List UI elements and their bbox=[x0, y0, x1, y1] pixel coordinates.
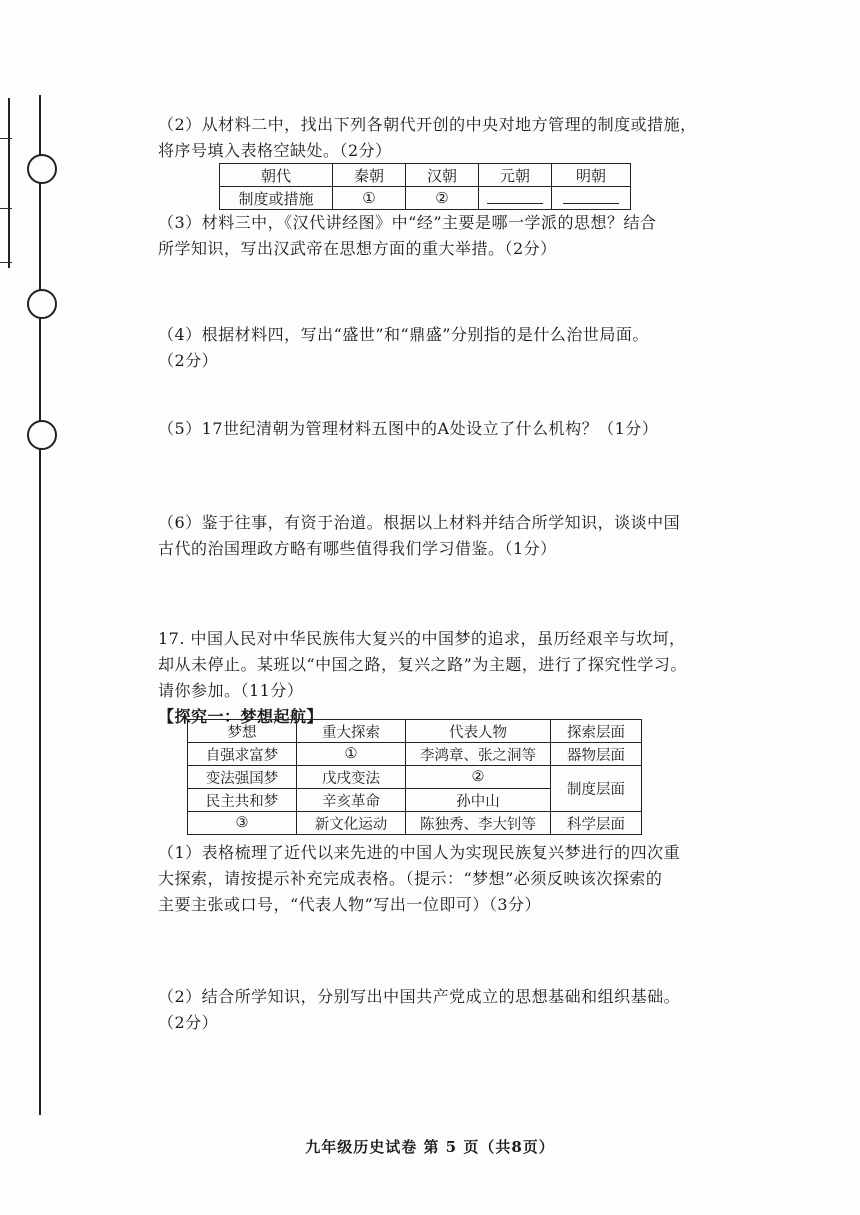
table-cell: ① bbox=[333, 187, 406, 210]
question-text: 古代的治国理政方略有哪些值得我们学习借鉴。（1分） bbox=[158, 539, 557, 558]
question-text: （2）结合所学知识，分别写出中国共产党成立的思想基础和组织基础。 bbox=[158, 987, 681, 1006]
question-17-2 bbox=[158, 984, 728, 1036]
question-16-5 bbox=[158, 416, 728, 442]
binding-hole-circle bbox=[27, 420, 57, 450]
binding-line-inner bbox=[39, 95, 41, 1115]
question-text: （2分） bbox=[158, 1013, 219, 1032]
question-16-2 bbox=[158, 112, 728, 164]
table-cell: 民主共和梦 bbox=[188, 789, 297, 812]
table-cell: ① bbox=[297, 743, 406, 766]
page-footer: 九年级历史试卷 第 5 页（共8页） bbox=[305, 1138, 555, 1156]
table-cell: 新文化运动 bbox=[297, 812, 406, 835]
binding-hole-circle bbox=[27, 154, 57, 184]
exploration-table bbox=[187, 719, 642, 835]
table-header-cell: 代表人物 bbox=[406, 720, 551, 743]
table-header-cell: 元朝 bbox=[479, 164, 552, 187]
table-cell: 变法强国梦 bbox=[188, 766, 297, 789]
question-text: 17. 中国人民对中华民族伟大复兴的中国梦的追求，虽历经艰辛与坎坷， bbox=[158, 629, 686, 648]
table-cell: 李鸿章、张之洞等 bbox=[406, 743, 551, 766]
table-cell: ② bbox=[406, 187, 479, 210]
answer-blank[interactable] bbox=[487, 189, 543, 204]
table-row bbox=[188, 766, 642, 789]
table-cell: ② bbox=[406, 766, 551, 789]
question-text: 将序号填入表格空缺处。（2分） bbox=[158, 141, 392, 160]
question-text: （3）材料三中，《汉代讲经图》中“经”主要是哪一学派的思想？结合 bbox=[158, 213, 657, 232]
question-text: （5）17世纪清朝为管理材料五图中的A处设立了什么机构？（1分） bbox=[158, 419, 659, 438]
question-text: 主要主张或口号，“代表人物”写出一位即可）（3分） bbox=[158, 895, 542, 914]
table-cell: 器物层面 bbox=[551, 743, 642, 766]
question-16-4 bbox=[158, 322, 728, 374]
table-cell: 科学层面 bbox=[551, 812, 642, 835]
question-text: （4）根据材料四，写出“盛世”和“鼎盛”分别指的是什么治世局面。 bbox=[158, 325, 649, 344]
question-text: 请你参加。（11分） bbox=[158, 681, 304, 700]
table-cell: 戊戌变法 bbox=[297, 766, 406, 789]
table-cell: 陈独秀、李大钊等 bbox=[406, 812, 551, 835]
question-text: （2）从材料二中，找出下列各朝代开创的中央对地方管理的制度或措施， bbox=[158, 115, 697, 134]
question-text: 大探索，请按提示补充完成表格。（提示：“梦想”必须反映该次探索的 bbox=[158, 869, 663, 888]
binding-tick bbox=[0, 262, 12, 263]
table-row bbox=[188, 743, 642, 766]
table-header-cell: 明朝 bbox=[552, 164, 631, 187]
section-heading: 【探究一：梦想起航】 bbox=[158, 707, 324, 726]
table-cell: ③ bbox=[188, 812, 297, 835]
table-row bbox=[220, 187, 631, 210]
table-row bbox=[188, 720, 642, 743]
dynasty-table bbox=[219, 163, 631, 210]
table-cell: 自强求富梦 bbox=[188, 743, 297, 766]
question-text: （2分） bbox=[158, 351, 219, 370]
table-header-cell: 重大探索 bbox=[297, 720, 406, 743]
table-header-cell: 汉朝 bbox=[406, 164, 479, 187]
question-17-1 bbox=[158, 840, 728, 918]
table-cell: 制度层面 bbox=[551, 766, 642, 812]
answer-blank[interactable] bbox=[563, 189, 619, 204]
binding-hole-circle bbox=[27, 289, 57, 319]
binding-line-outer bbox=[8, 98, 10, 268]
table-row bbox=[188, 812, 642, 835]
binding-tick bbox=[0, 138, 12, 139]
table-header-cell: 朝代 bbox=[220, 164, 333, 187]
question-text: （6）鉴于往事，有资于治道。根据以上材料并结合所学知识，谈谈中国 bbox=[158, 513, 681, 532]
question-text: 却从未停止。某班以“中国之路，复兴之路”为主题，进行了探究性学习。 bbox=[158, 655, 687, 674]
table-cell: 制度或措施 bbox=[220, 187, 333, 210]
answer-blank-cell[interactable] bbox=[552, 187, 631, 210]
question-16-6 bbox=[158, 510, 728, 562]
table-row bbox=[220, 164, 631, 187]
table-cell: 辛亥革命 bbox=[297, 789, 406, 812]
table-header-cell: 探索层面 bbox=[551, 720, 642, 743]
question-16-3 bbox=[158, 210, 728, 262]
table-header-cell: 梦想 bbox=[188, 720, 297, 743]
table-cell: 孙中山 bbox=[406, 789, 551, 812]
question-17 bbox=[158, 626, 728, 730]
binding-tick bbox=[0, 208, 12, 209]
answer-blank-cell[interactable] bbox=[479, 187, 552, 210]
question-text: （1）表格梳理了近代以来先进的中国人为实现民族复兴梦进行的四次重 bbox=[158, 843, 681, 862]
question-text: 所学知识，写出汉武帝在思想方面的重大举措。（2分） bbox=[158, 239, 557, 258]
table-header-cell: 秦朝 bbox=[333, 164, 406, 187]
